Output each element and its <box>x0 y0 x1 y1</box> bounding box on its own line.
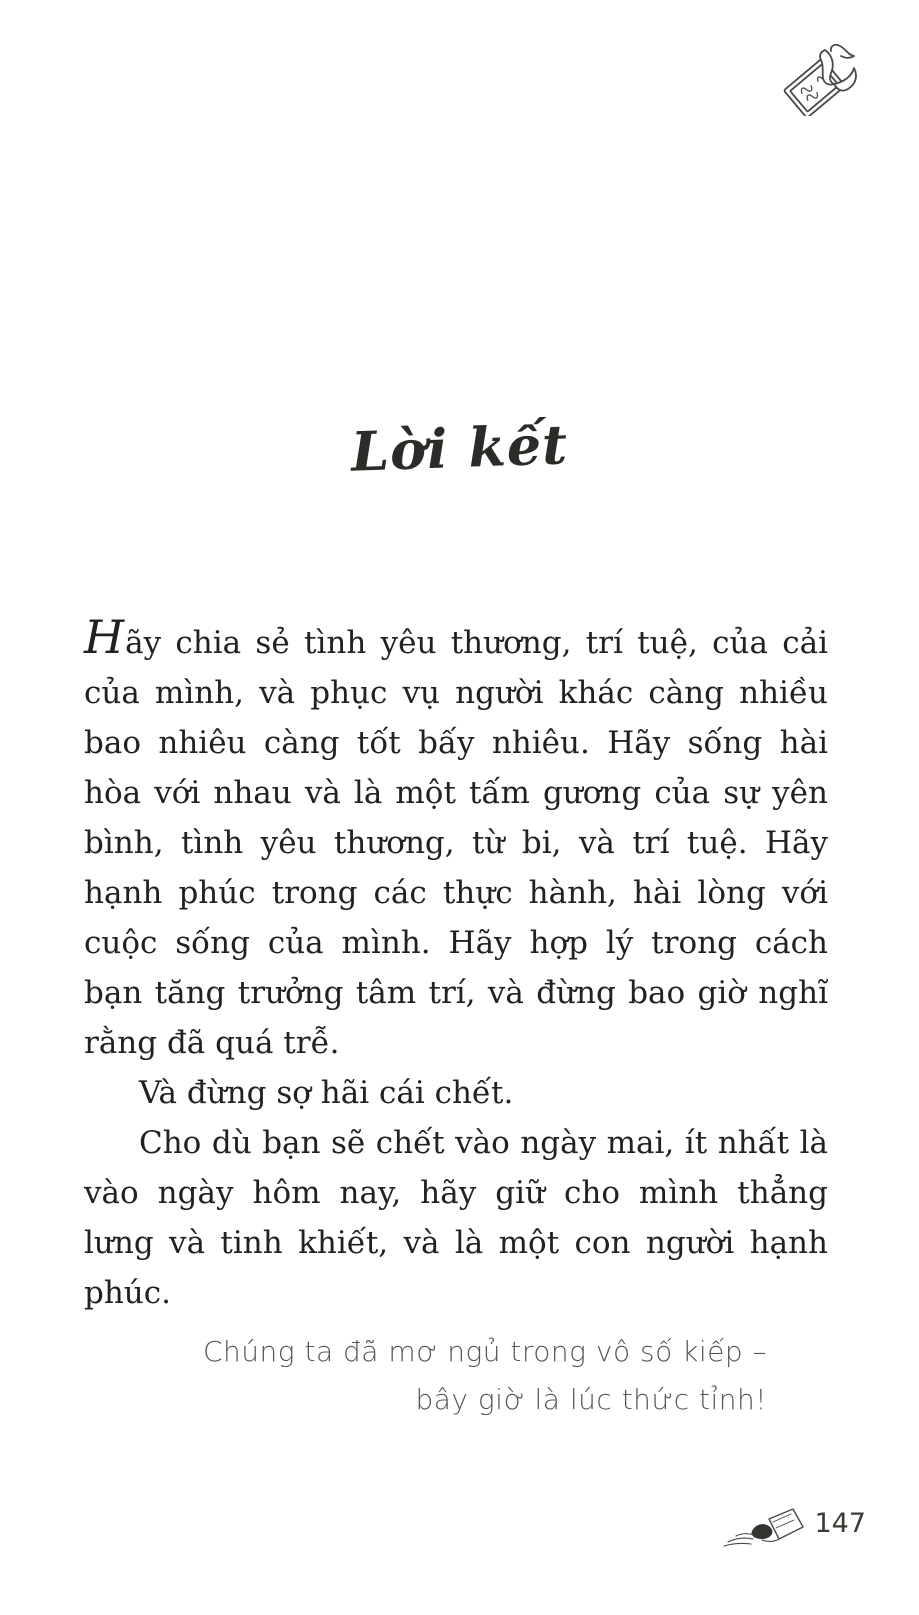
page-number: 147 <box>814 1507 866 1539</box>
paragraph <box>84 610 828 1068</box>
body-text <box>84 610 828 1318</box>
quote-line: bây giờ là lúc thức tỉnh! <box>415 1383 767 1416</box>
paragraph-text: ãy chia sẻ tình yêu thương, trí tuệ, của cải của mình, và phục vụ người khác càng nhiều bao nhiêu càng tốt bấy nhiêu. Hãy sống hài hòa với nhau và là một tấm gương của sự yên bình, tình yêu thương, từ bi, và trí tuệ. Hãy hạnh phúc trong các thực hành, hài lòng với cuộc sống của mình. Hãy hợp lý trong cách bạn tăng trưởng tâm trí, và đừng bao giờ nghĩ rằng đã quá trễ. <box>84 625 828 1061</box>
paragraph-text: Và đừng sợ hãi cái chết. <box>139 1075 514 1111</box>
quill-sketch-icon <box>722 1504 808 1550</box>
paragraph-text: Cho dù bạn sẽ chết vào ngày mai, ít nhất là vào ngày hôm nay, hãy giữ cho mình thẳng lưng và tinh khiết, và là một con người hạnh phúc. <box>84 1125 828 1311</box>
page-title: Lời kết <box>349 412 570 484</box>
paragraph <box>84 1118 828 1318</box>
quote-line: Chúng ta đã mơ ngủ trong vô số kiếp – <box>203 1335 767 1368</box>
page-footer <box>722 1496 866 1550</box>
drop-cap: H <box>84 610 126 664</box>
closing-quote <box>203 1328 767 1424</box>
paragraph <box>84 1068 828 1118</box>
book-sketch-icon <box>776 38 872 116</box>
